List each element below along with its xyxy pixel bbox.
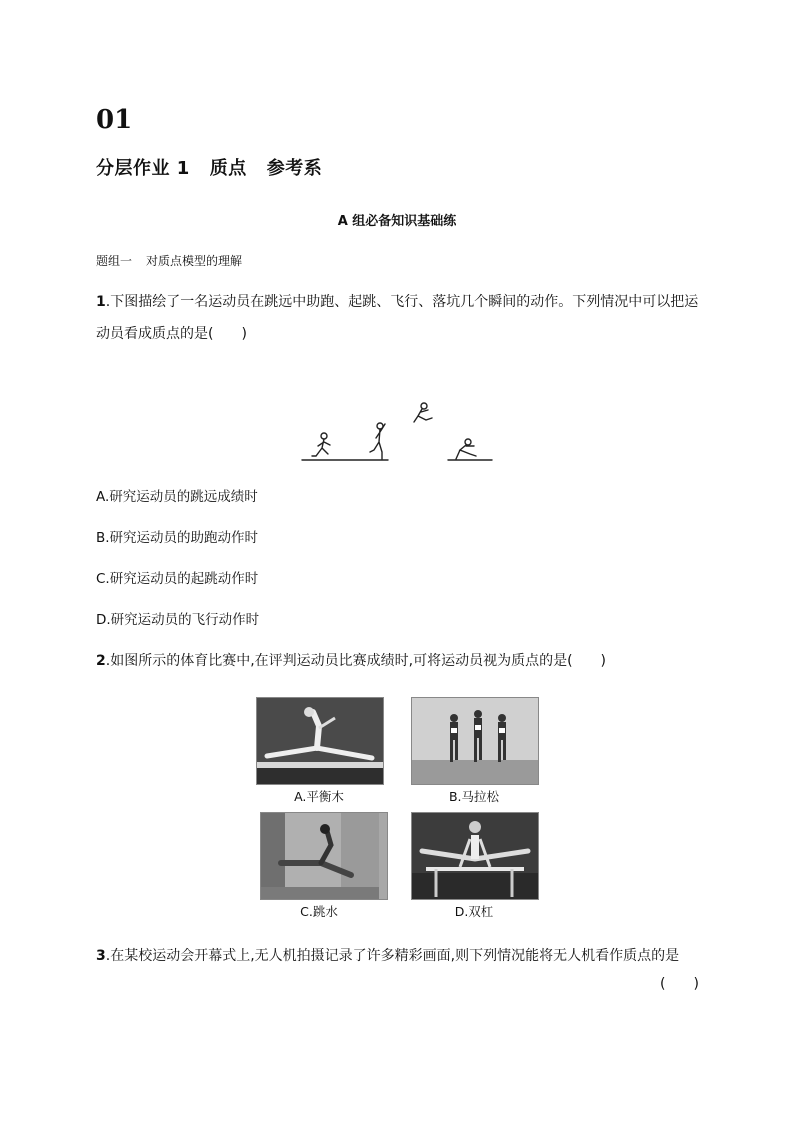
landing-figure: [456, 439, 476, 459]
question-3-text: .在某校运动会开幕式上,无人机拍摄记录了许多精彩画面,则下列情况能将无人机看作质点的是: [105, 948, 680, 964]
question-2-text: .如图所示的体育比赛中,在评判运动员比赛成绩时,可将运动员视为质点的是( ): [105, 653, 607, 669]
question-1-option-d: D.研究运动员的飞行动作时: [96, 612, 260, 628]
topic-text: 对质点模型的理解: [146, 254, 243, 268]
question-1-number: 1: [96, 294, 106, 310]
question-1-option-b: B.研究运动员的助跑动作时: [96, 530, 259, 546]
question-1-option-c: C.研究运动员的起跳动作时: [96, 571, 259, 587]
runner-figure: [312, 433, 330, 456]
caption-b: B.马拉松: [448, 789, 500, 804]
caption-c: C.跳水: [300, 904, 338, 919]
topic-label: 题组一: [96, 254, 133, 268]
question-2: [96, 645, 700, 677]
lesson-title-part3: 参考系: [266, 158, 323, 179]
group-title: A 组必备知识基础练: [337, 214, 457, 229]
question-3: [96, 940, 716, 972]
lesson-title-part2: 质点: [209, 158, 247, 179]
takeoff-figure: [370, 423, 385, 459]
question-1: [96, 286, 700, 350]
flight-figure: [414, 403, 432, 422]
question-2-number: 2: [96, 653, 106, 669]
marathon-photo: [411, 697, 539, 785]
diving-photo: [260, 812, 388, 900]
topic-heading: [96, 252, 242, 269]
balance-beam-photo: [256, 697, 384, 785]
caption-d: D.双杠: [454, 904, 494, 919]
lesson-title: [96, 156, 322, 182]
question-1-line2: 动员看成质点的是( ): [96, 326, 247, 342]
question-3-answer-paren: ( ): [660, 976, 699, 992]
question-1-line1: .下图描绘了一名运动员在跳远中助跑、起跳、飞行、落坑几个瞬间的动作。下列情况中可以把运: [105, 294, 699, 310]
caption-a: A.平衡木: [294, 789, 344, 804]
chapter-number: 01: [96, 105, 133, 135]
question-3-number: 3: [96, 948, 106, 964]
long-jump-figure: [300, 396, 500, 466]
lesson-title-part1: 分层作业 1: [96, 158, 190, 179]
question-1-option-a: A.研究运动员的跳远成绩时: [96, 489, 258, 505]
parallel-bars-photo: [411, 812, 539, 900]
